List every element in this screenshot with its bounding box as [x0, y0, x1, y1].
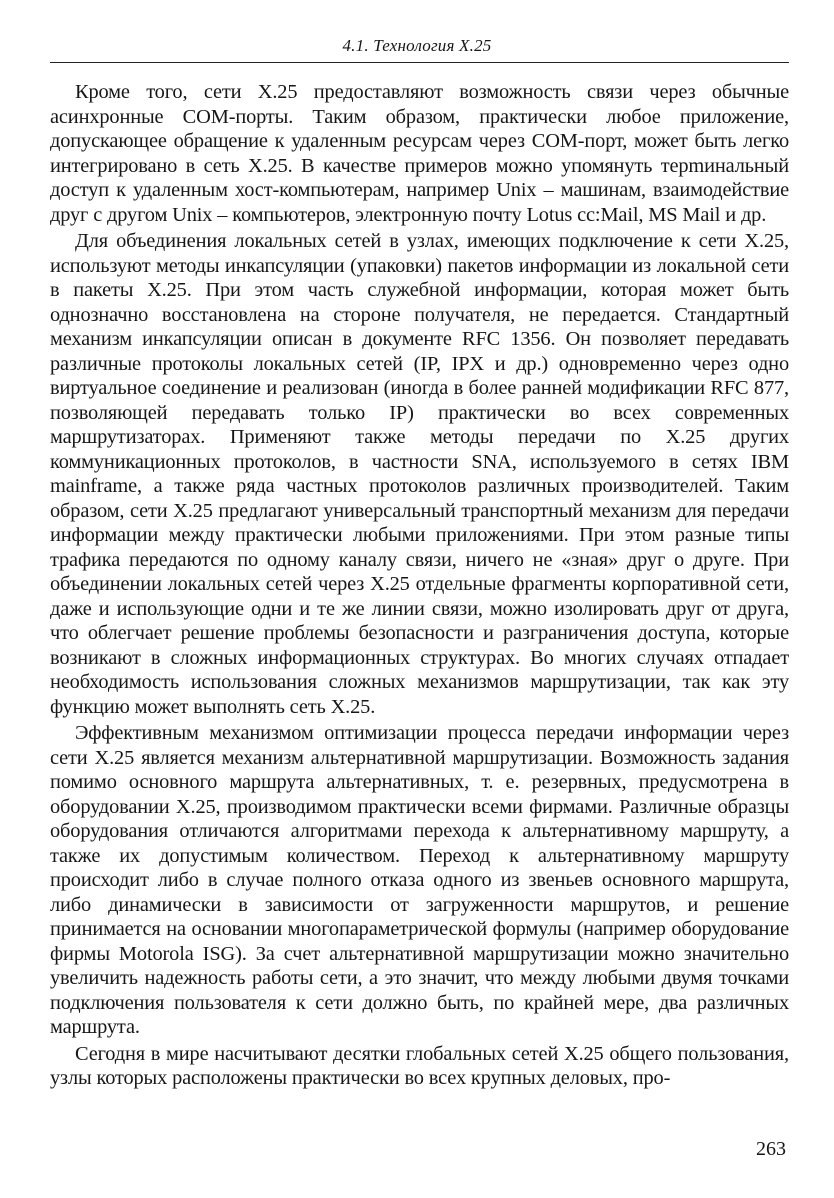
paragraph-lan-encapsulation: Для объединения локальных сетей в узлах, имеющих подключение к сети X.25, используют методы инкапсуляции (упаковки) пакетов информации из локальной сети в пакеты X.25. При этом часть служебной информации, которая может быть однозначно восстановлена на стороне получателя, не передается. Стандартный механизм инкапсуляции описан в документе RFC 1356. Он позволяет передавать различные протоколы локальных сетей (IP, IPX и др.) одновременно через одно виртуальное соединение и реализован (иногда в более ранней модификации RFC 877, позволяющей передавать только IP) практически во всех современных маршрутизаторах. Применяют также методы передачи по X.25 других коммуникационных протоколов, в частности SNA, используемого в сетях IBM mainframe, а также ряда частных протоколов различных производителей. Таким образом, сети X.25 предлагают универсальный транспортный механизм для передачи информации между практически любыми приложениями. При этом разные типы трафика передаются по одному каналу связи, ничего не «зная» друг о друге. При объединении локальных сетей через X.25 отдельные фрагменты корпоративной сети, даже и использующие одни и те же линии связи, можно изолировать друг от друга, что облегчает решение проблемы безопасности и разграничения доступа, которые возникают в сложных информационных структурах. Во многих случаях отпадает необходимость использования сложных механизмов маршрутизации, так как эту функцию может выполнять сеть X.25.: [50, 230, 789, 718]
body-text: [50, 80, 789, 1091]
header-rule: [50, 62, 789, 63]
paragraph-alternative-routing: Эффективным механизмом оптимизации процесса передачи информации через сети X.25 является механизм альтернативной маршрутизации. Возможность задания помимо основного маршрута альтернативных, т. е. резервных, предусмотрена в оборудовании X.25, производимом практически всеми фирмами. Различные образцы оборудования отличаются алгоритмами перехода к альтернативному маршруту, а также их допустимым количеством. Переход к альтернативному маршруту происходит либо в случае полного отказа одного из звеньев основного маршрута, либо динамически в зависимости от загруженности маршрутов, и решение принимается на основании многопараметрической формулы (например оборудование фирмы Motorola ISG). За счет альтернативной маршрутизации можно значительно увеличить надежность работы сети, а это значит, что между любыми двумя точками подключения пользователя к сети должно быть, по крайней мере, два различных маршрута.: [50, 722, 789, 1038]
paragraph-global-networks: Сегодня в мире насчитывают десятки глобальных сетей X.25 общего пользования, узлы которых расположены практически во всех крупных деловых, про-: [50, 1042, 789, 1089]
page-number: 263: [756, 1138, 786, 1160]
running-header: 4.1. Технология X.25: [342, 36, 492, 55]
paragraph-com-ports: Кроме того, сети X.25 предоставляют возможность связи через обычные асинхронные COM-порты. Таким образом, практически любое приложение, допускающее обращение к удаленным ресурсам через COM-порт, может быть легко интегрировано в сеть X.25. В качестве примеров можно упомянуть терmинальный доступ к удаленным хост-компьютерам, например Unix – машинам, взаимодействие друг с другом Unix – компьютеров, электронную почту Lotus cc:Mail, MS Mail и др.: [50, 81, 789, 226]
